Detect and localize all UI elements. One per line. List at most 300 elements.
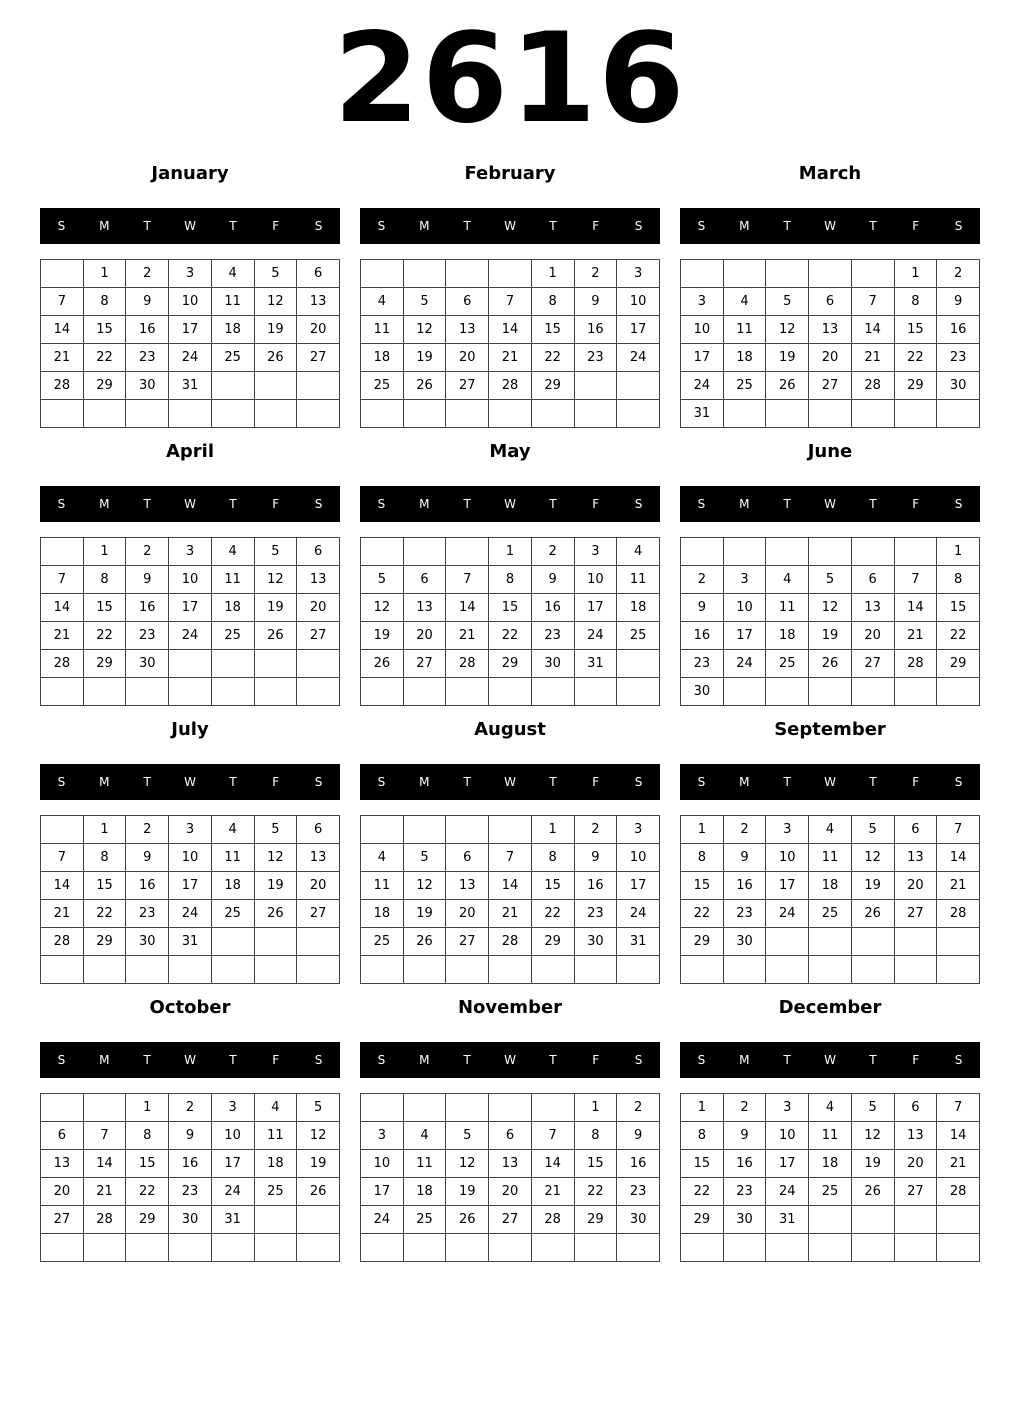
day-cell: 7 xyxy=(531,1122,574,1150)
day-cell: 8 xyxy=(681,844,724,872)
day-cell: 12 xyxy=(361,594,404,622)
week-row xyxy=(41,956,340,984)
day-cell: 2 xyxy=(574,260,617,288)
day-cell xyxy=(41,400,84,428)
weekday-label: F xyxy=(912,497,920,511)
day-cell: 25 xyxy=(211,344,254,372)
day-cell: 26 xyxy=(851,1178,894,1206)
day-cell: 19 xyxy=(766,344,809,372)
day-cell xyxy=(126,1234,169,1262)
day-cell: 1 xyxy=(681,816,724,844)
day-cell xyxy=(809,1206,852,1234)
day-cell: 30 xyxy=(126,650,169,678)
day-cell xyxy=(211,372,254,400)
day-cell xyxy=(574,400,617,428)
week-row xyxy=(361,566,660,594)
day-cell: 23 xyxy=(126,622,169,650)
day-cell xyxy=(297,400,340,428)
day-cell: 1 xyxy=(894,260,937,288)
weekday-label: T xyxy=(143,497,151,511)
day-cell: 18 xyxy=(211,872,254,900)
day-cell: 30 xyxy=(169,1206,212,1234)
day-grid xyxy=(40,537,340,706)
week-row xyxy=(681,650,980,678)
month-name: May xyxy=(489,441,531,462)
day-cell: 3 xyxy=(169,260,212,288)
day-cell xyxy=(809,538,852,566)
day-cell: 1 xyxy=(937,538,980,566)
day-cell xyxy=(937,928,980,956)
day-cell: 21 xyxy=(531,1178,574,1206)
day-cell: 17 xyxy=(766,872,809,900)
day-cell xyxy=(254,928,297,956)
day-cell: 7 xyxy=(851,288,894,316)
week-row xyxy=(361,1094,660,1122)
day-cell: 13 xyxy=(403,594,446,622)
day-cell: 21 xyxy=(41,900,84,928)
day-cell: 12 xyxy=(403,316,446,344)
day-cell xyxy=(211,956,254,984)
week-row xyxy=(681,1206,980,1234)
day-cell: 10 xyxy=(169,844,212,872)
day-cell: 15 xyxy=(894,316,937,344)
day-cell xyxy=(41,956,84,984)
day-cell: 9 xyxy=(169,1122,212,1150)
weekday-label: S xyxy=(954,1053,963,1067)
day-cell: 18 xyxy=(361,344,404,372)
day-cell: 27 xyxy=(489,1206,532,1234)
day-cell: 12 xyxy=(766,316,809,344)
day-cell: 9 xyxy=(937,288,980,316)
day-cell: 30 xyxy=(617,1206,660,1234)
week-row xyxy=(361,928,660,956)
day-cell: 17 xyxy=(617,872,660,900)
day-cell xyxy=(937,678,980,706)
weekday-label: W xyxy=(824,775,836,789)
day-cell: 2 xyxy=(126,816,169,844)
day-cell: 3 xyxy=(211,1094,254,1122)
day-cell xyxy=(723,956,766,984)
day-cell: 11 xyxy=(809,1122,852,1150)
day-cell: 22 xyxy=(574,1178,617,1206)
day-cell: 11 xyxy=(723,316,766,344)
weekday-label: S xyxy=(314,497,323,511)
day-cell: 20 xyxy=(297,872,340,900)
day-cell: 16 xyxy=(681,622,724,650)
day-cell xyxy=(574,956,617,984)
day-cell xyxy=(681,538,724,566)
day-cell: 21 xyxy=(41,344,84,372)
weekday-label: S xyxy=(314,219,323,233)
day-cell: 13 xyxy=(446,872,489,900)
day-cell: 9 xyxy=(126,288,169,316)
day-cell: 19 xyxy=(446,1178,489,1206)
day-cell: 24 xyxy=(766,900,809,928)
week-row xyxy=(361,260,660,288)
weekday-label: S xyxy=(377,1053,386,1067)
day-cell: 15 xyxy=(83,594,126,622)
day-cell: 15 xyxy=(681,872,724,900)
day-cell: 23 xyxy=(126,344,169,372)
day-cell: 3 xyxy=(723,566,766,594)
day-cell: 26 xyxy=(446,1206,489,1234)
day-cell: 29 xyxy=(531,928,574,956)
day-cell xyxy=(617,678,660,706)
day-cell: 31 xyxy=(766,1206,809,1234)
week-row xyxy=(361,1206,660,1234)
day-cell: 29 xyxy=(126,1206,169,1234)
week-row xyxy=(361,872,660,900)
day-cell: 23 xyxy=(681,650,724,678)
day-cell xyxy=(894,538,937,566)
weekday-header xyxy=(680,764,980,800)
day-cell: 29 xyxy=(937,650,980,678)
weekday-label: W xyxy=(184,1053,196,1067)
weekday-label: T xyxy=(869,1053,877,1067)
day-cell xyxy=(83,400,126,428)
day-cell: 20 xyxy=(446,344,489,372)
day-cell: 26 xyxy=(297,1178,340,1206)
weekday-label: S xyxy=(314,775,323,789)
day-cell xyxy=(489,1094,532,1122)
week-row xyxy=(681,844,980,872)
day-cell: 26 xyxy=(766,372,809,400)
day-cell: 6 xyxy=(297,260,340,288)
week-row xyxy=(361,344,660,372)
day-cell: 14 xyxy=(83,1150,126,1178)
week-row xyxy=(41,566,340,594)
day-grid xyxy=(40,259,340,428)
day-cell: 10 xyxy=(169,288,212,316)
weekday-header xyxy=(360,208,660,244)
day-cell: 1 xyxy=(126,1094,169,1122)
weekday-label: S xyxy=(57,1053,66,1067)
week-row xyxy=(41,1150,340,1178)
weekday-label: S xyxy=(377,219,386,233)
day-cell: 4 xyxy=(617,538,660,566)
day-cell: 19 xyxy=(254,594,297,622)
day-cell xyxy=(766,678,809,706)
day-cell: 5 xyxy=(809,566,852,594)
day-cell: 12 xyxy=(403,872,446,900)
weekday-header xyxy=(360,1042,660,1078)
weekday-header xyxy=(680,486,980,522)
week-row xyxy=(361,844,660,872)
day-cell: 15 xyxy=(531,316,574,344)
week-row xyxy=(361,1234,660,1262)
day-cell: 18 xyxy=(361,900,404,928)
day-cell: 14 xyxy=(894,594,937,622)
weekday-label: S xyxy=(954,497,963,511)
day-cell xyxy=(297,678,340,706)
day-cell: 10 xyxy=(169,566,212,594)
day-cell: 21 xyxy=(489,900,532,928)
day-cell: 29 xyxy=(574,1206,617,1234)
day-cell: 20 xyxy=(297,594,340,622)
day-cell: 26 xyxy=(254,622,297,650)
day-cell xyxy=(723,400,766,428)
weekday-label: T xyxy=(229,497,237,511)
day-cell xyxy=(723,678,766,706)
month-name: April xyxy=(165,441,215,462)
day-cell: 11 xyxy=(254,1122,297,1150)
weekday-label: T xyxy=(463,775,471,789)
week-row xyxy=(681,288,980,316)
day-cell: 2 xyxy=(723,816,766,844)
day-cell xyxy=(83,956,126,984)
day-cell: 8 xyxy=(83,566,126,594)
week-row xyxy=(361,1150,660,1178)
day-cell: 16 xyxy=(574,316,617,344)
day-cell xyxy=(446,678,489,706)
week-row xyxy=(361,1178,660,1206)
day-cell: 3 xyxy=(617,260,660,288)
weekday-label: S xyxy=(697,219,706,233)
day-cell: 13 xyxy=(41,1150,84,1178)
day-cell xyxy=(937,1234,980,1262)
week-row xyxy=(681,678,980,706)
day-cell: 27 xyxy=(297,622,340,650)
day-cell: 8 xyxy=(937,566,980,594)
day-cell xyxy=(723,1234,766,1262)
day-cell xyxy=(617,1234,660,1262)
day-cell: 12 xyxy=(297,1122,340,1150)
weekday-label: S xyxy=(634,775,643,789)
day-cell: 3 xyxy=(766,1094,809,1122)
day-cell: 1 xyxy=(83,260,126,288)
week-row xyxy=(361,956,660,984)
day-cell xyxy=(361,400,404,428)
day-cell xyxy=(403,956,446,984)
day-cell xyxy=(851,1234,894,1262)
day-cell: 11 xyxy=(617,566,660,594)
day-cell xyxy=(574,372,617,400)
weekday-label: T xyxy=(869,497,877,511)
weekday-label: W xyxy=(824,1053,836,1067)
day-cell xyxy=(254,650,297,678)
day-cell: 2 xyxy=(126,260,169,288)
day-cell: 5 xyxy=(403,288,446,316)
day-cell: 28 xyxy=(83,1206,126,1234)
day-cell: 12 xyxy=(254,566,297,594)
day-cell xyxy=(361,260,404,288)
weekday-label: T xyxy=(549,1053,557,1067)
day-cell: 26 xyxy=(403,928,446,956)
day-cell: 6 xyxy=(446,288,489,316)
week-row xyxy=(361,1122,660,1150)
day-cell: 9 xyxy=(681,594,724,622)
day-cell: 8 xyxy=(574,1122,617,1150)
weekday-label: T xyxy=(463,1053,471,1067)
year-title: 2616 xyxy=(333,7,687,151)
day-cell xyxy=(766,538,809,566)
day-grid xyxy=(360,815,660,984)
day-cell: 25 xyxy=(403,1206,446,1234)
weekday-label: F xyxy=(272,497,280,511)
day-cell: 23 xyxy=(937,344,980,372)
weekday-label: T xyxy=(229,219,237,233)
week-row xyxy=(361,316,660,344)
day-cell xyxy=(126,956,169,984)
day-cell: 6 xyxy=(297,816,340,844)
day-cell xyxy=(681,1234,724,1262)
weekday-label: T xyxy=(783,1053,791,1067)
day-cell: 9 xyxy=(574,288,617,316)
day-cell: 19 xyxy=(361,622,404,650)
day-cell: 7 xyxy=(489,844,532,872)
day-cell: 9 xyxy=(723,1122,766,1150)
day-cell: 7 xyxy=(894,566,937,594)
week-row xyxy=(41,316,340,344)
day-cell xyxy=(446,1234,489,1262)
day-cell: 4 xyxy=(211,538,254,566)
day-cell xyxy=(446,816,489,844)
day-cell xyxy=(809,928,852,956)
day-cell: 23 xyxy=(617,1178,660,1206)
week-row xyxy=(41,372,340,400)
day-cell: 20 xyxy=(446,900,489,928)
day-cell: 5 xyxy=(361,566,404,594)
day-cell: 10 xyxy=(723,594,766,622)
day-cell: 14 xyxy=(937,844,980,872)
day-cell xyxy=(361,538,404,566)
day-cell: 1 xyxy=(681,1094,724,1122)
day-cell xyxy=(361,1234,404,1262)
day-cell: 17 xyxy=(169,594,212,622)
day-cell: 14 xyxy=(41,316,84,344)
weekday-label: M xyxy=(419,219,430,233)
day-cell: 18 xyxy=(211,316,254,344)
day-cell: 31 xyxy=(574,650,617,678)
day-cell xyxy=(446,400,489,428)
weekday-header xyxy=(360,486,660,522)
day-cell: 6 xyxy=(41,1122,84,1150)
day-cell: 3 xyxy=(169,538,212,566)
day-cell xyxy=(297,956,340,984)
day-cell: 11 xyxy=(211,288,254,316)
day-cell: 23 xyxy=(574,344,617,372)
day-cell: 24 xyxy=(723,650,766,678)
day-cell: 10 xyxy=(681,316,724,344)
day-cell: 4 xyxy=(211,260,254,288)
day-cell: 27 xyxy=(851,650,894,678)
day-cell xyxy=(446,1094,489,1122)
day-cell: 1 xyxy=(83,538,126,566)
day-cell: 15 xyxy=(83,316,126,344)
day-cell: 7 xyxy=(489,288,532,316)
week-row xyxy=(361,538,660,566)
day-cell xyxy=(297,650,340,678)
day-cell xyxy=(723,538,766,566)
day-cell xyxy=(446,956,489,984)
week-row xyxy=(361,288,660,316)
day-cell: 29 xyxy=(681,928,724,956)
day-cell: 5 xyxy=(446,1122,489,1150)
day-cell: 1 xyxy=(489,538,532,566)
day-cell xyxy=(403,1234,446,1262)
month-name: February xyxy=(464,163,556,184)
day-cell xyxy=(489,400,532,428)
day-cell xyxy=(403,678,446,706)
day-cell: 10 xyxy=(617,288,660,316)
day-cell: 11 xyxy=(766,594,809,622)
day-cell xyxy=(361,956,404,984)
day-cell xyxy=(531,956,574,984)
day-cell xyxy=(531,1094,574,1122)
day-cell: 22 xyxy=(489,622,532,650)
day-cell: 18 xyxy=(723,344,766,372)
day-cell: 4 xyxy=(766,566,809,594)
week-row xyxy=(41,1178,340,1206)
day-cell: 18 xyxy=(254,1150,297,1178)
day-cell: 13 xyxy=(894,844,937,872)
day-cell: 19 xyxy=(297,1150,340,1178)
weekday-header xyxy=(360,764,660,800)
day-cell xyxy=(169,400,212,428)
week-row xyxy=(41,344,340,372)
day-cell xyxy=(937,956,980,984)
day-cell xyxy=(617,372,660,400)
day-cell: 12 xyxy=(851,1122,894,1150)
week-row xyxy=(41,260,340,288)
day-cell: 25 xyxy=(361,372,404,400)
week-row xyxy=(41,1206,340,1234)
week-row xyxy=(681,872,980,900)
day-cell: 19 xyxy=(851,872,894,900)
day-cell: 1 xyxy=(83,816,126,844)
weekday-label: W xyxy=(184,775,196,789)
weekday-label: W xyxy=(504,497,516,511)
day-cell: 13 xyxy=(809,316,852,344)
day-cell: 10 xyxy=(766,1122,809,1150)
day-cell: 17 xyxy=(211,1150,254,1178)
month-name: October xyxy=(149,997,231,1018)
day-cell: 27 xyxy=(894,1178,937,1206)
weekday-label: T xyxy=(229,1053,237,1067)
day-cell: 12 xyxy=(254,844,297,872)
day-cell xyxy=(894,678,937,706)
day-grid xyxy=(680,259,980,428)
day-cell: 3 xyxy=(617,816,660,844)
day-cell: 31 xyxy=(681,400,724,428)
week-row xyxy=(681,1234,980,1262)
day-cell xyxy=(809,956,852,984)
day-cell: 12 xyxy=(851,844,894,872)
day-cell: 11 xyxy=(403,1150,446,1178)
weekday-label: F xyxy=(592,219,600,233)
day-cell: 22 xyxy=(681,1178,724,1206)
day-cell xyxy=(489,260,532,288)
day-cell: 31 xyxy=(169,928,212,956)
day-cell: 18 xyxy=(403,1178,446,1206)
day-cell: 14 xyxy=(489,872,532,900)
day-cell: 28 xyxy=(41,928,84,956)
day-cell: 8 xyxy=(126,1122,169,1150)
weekday-label: S xyxy=(57,219,66,233)
day-cell: 25 xyxy=(809,1178,852,1206)
day-cell xyxy=(489,956,532,984)
day-cell: 16 xyxy=(723,1150,766,1178)
day-cell xyxy=(489,1234,532,1262)
day-cell xyxy=(851,928,894,956)
day-cell: 29 xyxy=(531,372,574,400)
day-cell: 23 xyxy=(169,1178,212,1206)
weekday-label: F xyxy=(912,1053,920,1067)
day-cell xyxy=(169,956,212,984)
day-cell: 15 xyxy=(83,872,126,900)
weekday-label: T xyxy=(869,775,877,789)
day-cell: 13 xyxy=(297,288,340,316)
